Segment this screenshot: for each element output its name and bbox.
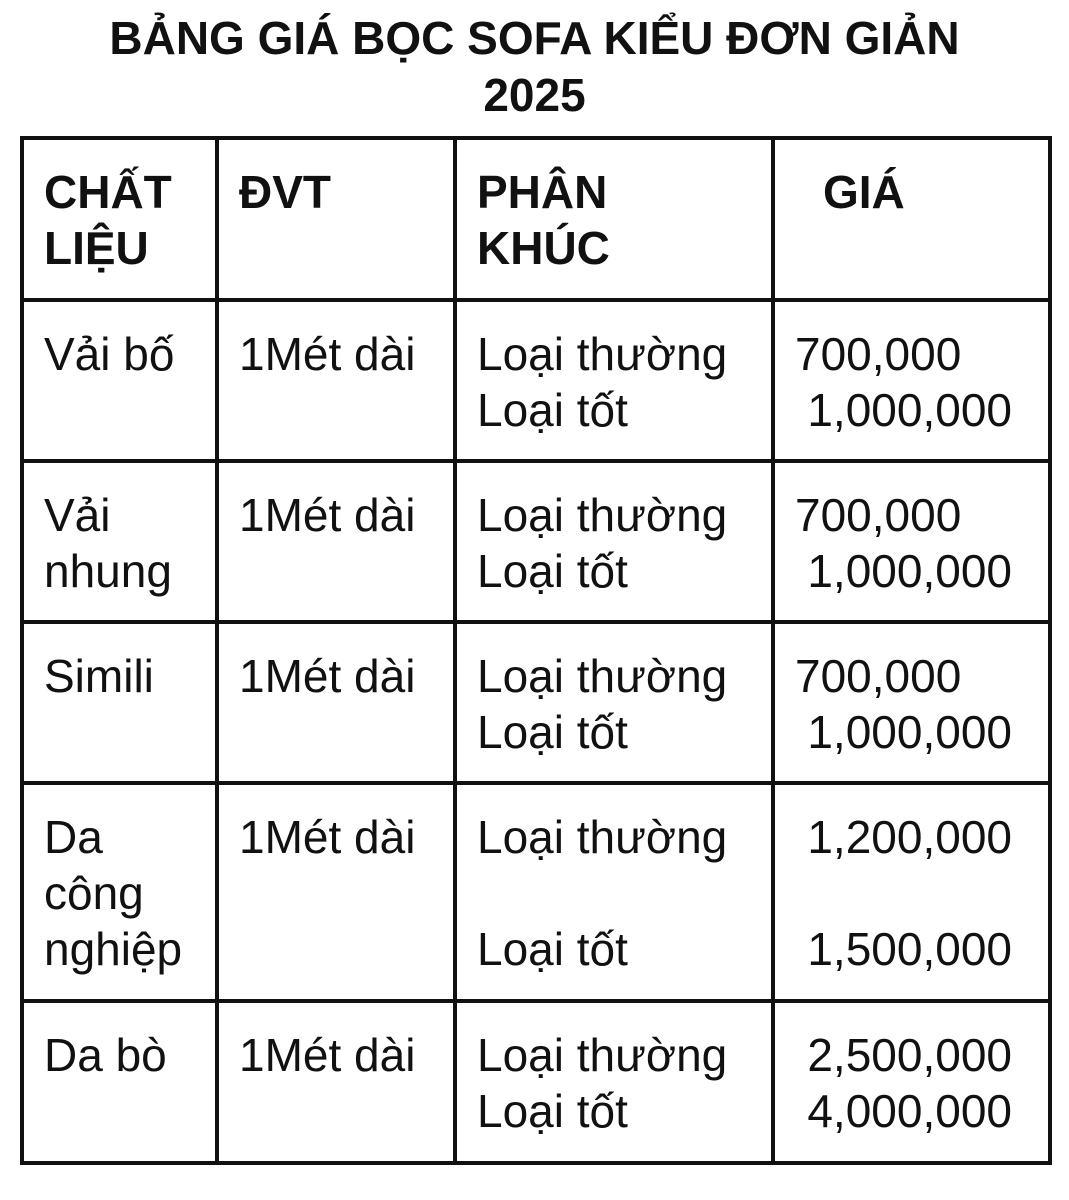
cell-material: Da bò	[22, 1001, 217, 1163]
cell-unit: 1Mét dài	[217, 622, 455, 783]
table-row	[22, 622, 1050, 783]
spacer	[775, 865, 1048, 921]
cell-unit: 1Mét dài	[217, 461, 455, 622]
cell-segment: Loại thường Loại tốt	[455, 300, 773, 461]
cell-unit: 1Mét dài	[217, 783, 455, 1001]
header-segment: PHÂN KHÚC	[455, 138, 773, 300]
cell-price: 2,500,000 4,000,000	[773, 1001, 1050, 1163]
cell-price: 700,000 1,000,000	[773, 622, 1050, 783]
table-row	[22, 461, 1050, 622]
cell-unit: 1Mét dài	[217, 1001, 455, 1163]
cell-material: Simili	[22, 622, 217, 783]
header-price: GIÁ	[773, 138, 1050, 300]
price-table	[20, 136, 1052, 1165]
table-header-row	[22, 138, 1050, 300]
cell-segment: Loại thường Loại tốt	[455, 783, 773, 1001]
cell-material: Vải bố	[22, 300, 217, 461]
header-material: CHẤT LIỆU	[22, 138, 217, 300]
spacer	[477, 865, 771, 921]
title-line-1: BẢNG GIÁ BỌC SOFA KIỂU ĐƠN GIẢN	[109, 12, 960, 64]
page-title	[0, 10, 1069, 124]
cell-material: Da công nghiệp	[22, 783, 217, 1001]
table-row	[22, 300, 1050, 461]
cell-unit: 1Mét dài	[217, 300, 455, 461]
title-line-2: 2025	[483, 69, 586, 121]
cell-segment: Loại thường Loại tốt	[455, 461, 773, 622]
cell-price: 700,000 1,000,000	[773, 461, 1050, 622]
table-row	[22, 783, 1050, 1001]
header-unit: ĐVT	[217, 138, 455, 300]
cell-price: 700,000 1,000,000	[773, 300, 1050, 461]
table-row	[22, 1001, 1050, 1163]
cell-price: 1,200,000 1,500,000	[773, 783, 1050, 1001]
cell-segment: Loại thường Loại tốt	[455, 622, 773, 783]
cell-material: Vải nhung	[22, 461, 217, 622]
cell-segment: Loại thường Loại tốt	[455, 1001, 773, 1163]
